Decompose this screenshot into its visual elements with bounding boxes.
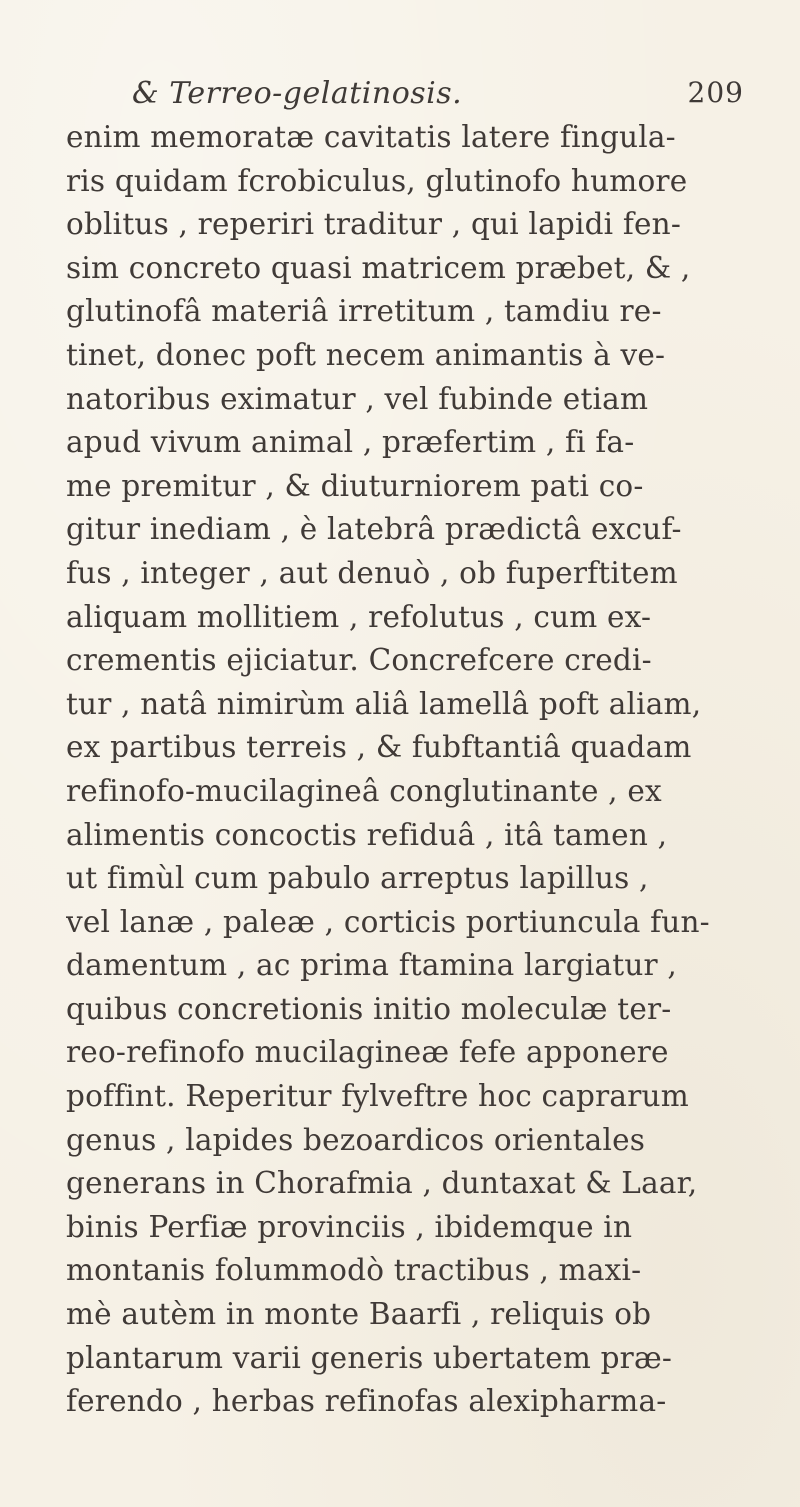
text-line: genus , lapides bezoardicos orientales [66,1122,646,1157]
body-text [66,116,766,1424]
text-line: plantarum varii generis ubertatem præ- [66,1340,673,1375]
text-line: apud vivum animal , præfertim , fi fa- [66,425,635,460]
text-line: reo-refinofo mucilagineæ fefe apponere [66,1035,669,1070]
text-line: ris quidam fcrobiculus, glutinofo humore [66,163,688,198]
text-line: damentum , ac prima ftamina largiatur , [66,948,677,983]
text-line: poffint. Reperitur fylveftre hoc caprarum [66,1079,689,1114]
text-line: me premitur , & diuturniorem pati co- [66,468,644,503]
text-line: tinet, donec poft necem animantis à ve- [66,337,666,372]
text-line: fus , integer , aut denuò , ob fuperftitem [66,555,678,590]
text-line: enim memoratæ cavitatis latere fingula- [66,120,676,154]
text-line: natoribus eximatur , vel fubinde etiam [66,381,649,416]
text-line: sim concreto quasi matricem præbet, & , [66,250,691,285]
text-line: generans in Chorafmia , duntaxat & Laar, [66,1166,698,1201]
text-line: ut fimùl cum pabulo arreptus lapillus , [66,861,649,896]
running-head: & Terreo-gelatinosis. [132,76,463,111]
text-line: aliquam mollitiem , refolutus , cum ex- [66,599,652,634]
text-line: montanis folummodò tractibus , maxi- [66,1253,642,1288]
text-line: mè autèm in monte Baarfi , reliquis ob [66,1297,652,1332]
text-line: crementis ejiciatur. Concrefcere credi- [66,643,652,678]
text-line: gitur inediam , è latebrâ prædictâ excuf- [66,512,682,547]
page-number: 209 [687,76,744,109]
text-line: ferendo , herbas refinofas alexipharma- [66,1384,667,1419]
page-header [0,76,800,116]
text-line: vel lanæ , paleæ , corticis portiuncula fun- [66,904,710,939]
text-line: refinofo-mucilagineâ conglutinante , ex [66,773,662,808]
text-line: alimentis concoctis refiduâ , itâ tamen , [66,817,668,852]
text-line: oblitus , reperiri traditur , qui lapidi fen- [66,207,682,242]
text-line: binis Perfiæ provinciis , ibidemque in [66,1209,633,1244]
text-line: tur , natâ nimirùm aliâ lamellâ poft aliam, [66,686,702,721]
text-line: glutinofâ materiâ irretitum , tamdiu re- [66,294,662,329]
text-line: quibus concretionis initio moleculæ ter- [66,991,672,1026]
text-line: ex partibus terreis , & fubftantiâ quadam [66,730,692,765]
